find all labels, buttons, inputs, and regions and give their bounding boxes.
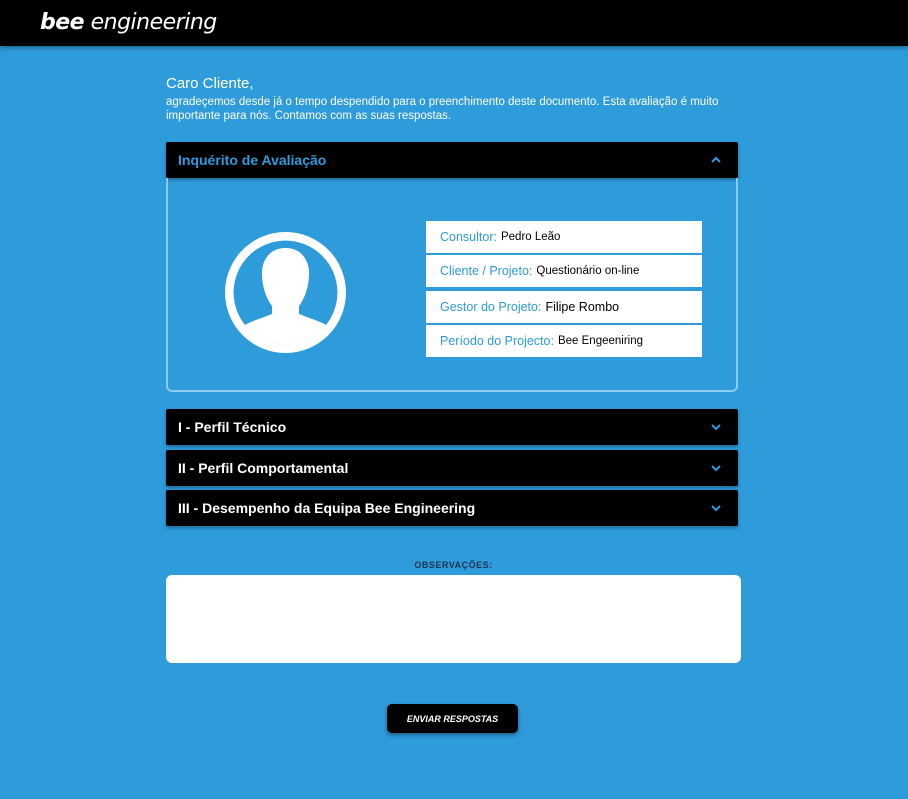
accordion-technical-profile[interactable] [166,409,738,445]
observations-label: OBSERVAÇÕES: [414,560,493,570]
accordion-title: I - Perfil Técnico [178,419,287,435]
field-label: Cliente / Projeto: [440,264,533,278]
consultant-field [426,221,702,253]
field-label: Gestor do Projeto: [440,300,542,314]
field-value: Pedro Leão [500,231,561,243]
submit-answers-button[interactable]: ENVIAR RESPOSTAS [387,704,518,733]
accordion-survey-header[interactable] [166,142,738,178]
intro-message: agradeçemos desde já o tempo despendido para o preenchimento deste documento. Esta avaliação é muito importante para nós. Contamos com as suas respostas. [166,96,719,122]
chevron-up-icon[interactable] [710,154,722,166]
accordion-team-performance[interactable] [166,490,738,526]
greeting: Caro Cliente, [166,75,254,92]
field-label: Consultor: [440,230,497,244]
chevron-down-icon[interactable] [710,462,722,474]
project-period-field [426,325,702,357]
accordion-title: III - Desempenho da Equipa Bee Engineering [178,500,476,516]
field-value: Questionário on-line [536,265,640,277]
user-avatar-icon [225,232,346,353]
accordion-title: Inquérito de Avaliação [178,152,327,168]
client-project-field [426,255,702,287]
chevron-down-icon[interactable] [710,502,722,514]
accordion-title: II - Perfil Comportamental [178,460,349,476]
intro-text [166,75,736,123]
field-value: Bee Engeeniring [557,335,644,347]
accordion-behavioral-profile[interactable] [166,450,738,486]
chevron-down-icon[interactable] [710,421,722,433]
bee-engineering-logo[interactable]: bee engineering [40,10,217,35]
field-value: Filipe Rombo [545,300,620,314]
project-manager-field [426,291,702,323]
observations-textarea[interactable] [166,575,741,663]
top-bar [0,0,908,46]
field-label: Período do Projecto: [440,334,554,348]
